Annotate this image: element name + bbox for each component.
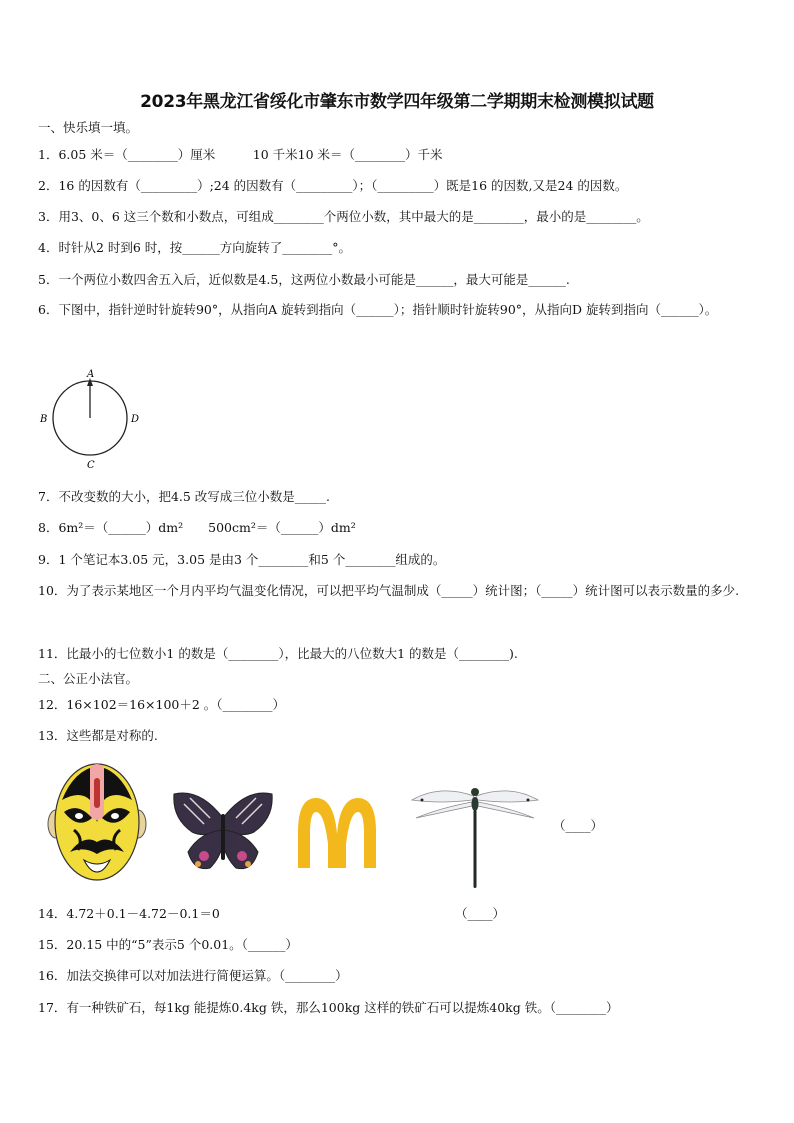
symmetry-pictures bbox=[40, 758, 600, 890]
question-7: 7．不改变数的大小，把4.5 改写成三位小数是_____. bbox=[38, 489, 331, 504]
dragonfly-image bbox=[410, 770, 540, 890]
page-title: 2023年黑龙江省绥化市肇东市数学四年级第二学期期末检测模拟试题 bbox=[140, 92, 654, 112]
question-1: 1．6.05 米＝（________）厘米 10 千米10 米＝（________）千米 bbox=[38, 147, 443, 162]
question-4: 4．时针从2 时到6 时，按______方向旋转了________°。 bbox=[38, 240, 352, 255]
label-b: B bbox=[40, 414, 48, 425]
clock-diagram bbox=[36, 364, 146, 474]
label-c: C bbox=[87, 460, 95, 471]
question-10: 10．为了表示某地区一个月内平均气温变化情况，可以把平均气温制成（_____）统计图；（_____）统计图可以表示数量的多少. bbox=[38, 583, 740, 598]
question-14: 14．4.72＋0.1－4.72－0.1＝0 bbox=[38, 906, 220, 921]
question-15: 15．20.15 中的“5”表示5 个0.01。（______） bbox=[38, 937, 298, 952]
butterfly-image bbox=[170, 788, 276, 880]
question-5: 5．一个两位小数四舍五入后，近似数是4.5，这两位小数最小可能是______，最大可能是______. bbox=[38, 272, 570, 287]
question-13-answer-blank[interactable]: （____） bbox=[553, 818, 604, 833]
question-3: 3．用3、0、6 这三个数和小数点，可组成________个两位小数，其中最大的是________，最小的是________。 bbox=[38, 209, 649, 224]
section-heading-2: 二、公正小法官。 bbox=[38, 671, 139, 686]
question-12: 12．16×102＝16×100＋2 。（________） bbox=[38, 697, 286, 712]
question-11: 11．比最小的七位数小1 的数是（________），比最大的八位数大1 的数是（________). bbox=[38, 646, 518, 661]
question-13: 13．这些都是对称的. bbox=[38, 728, 158, 743]
question-2: 2．16 的因数有（_________）;24 的因数有（_________）；（_________）既是16 的因数,又是24 的因数。 bbox=[38, 178, 628, 193]
label-d: D bbox=[131, 414, 140, 425]
section-heading-1: 一、快乐填一填。 bbox=[38, 120, 139, 135]
question-17: 17．有一种铁矿石，每1kg 能提炼0.4kg 铁，那么100kg 这样的铁矿石可以提炼40kg 铁。（________） bbox=[38, 1000, 619, 1015]
m-logo-image bbox=[294, 794, 380, 870]
opera-mask-image bbox=[44, 760, 150, 888]
question-16: 16．加法交换律可以对加法进行简便运算。（________） bbox=[38, 968, 348, 983]
question-9: 9．1 个笔记本3.05 元，3.05 是由3 个________和5 个________组成的。 bbox=[38, 552, 446, 567]
question-8: 8．6m²＝（______）dm² 500cm²＝（______）dm² bbox=[38, 520, 356, 535]
question-6: 6．下图中，指针逆时针旋转90°，从指向A 旋转到指向（______）；指针顺时针旋转90°，从指向D 旋转到指向（______）。 bbox=[38, 302, 718, 317]
label-a: A bbox=[87, 369, 95, 380]
question-14-answer-blank[interactable]: （____） bbox=[455, 906, 506, 921]
